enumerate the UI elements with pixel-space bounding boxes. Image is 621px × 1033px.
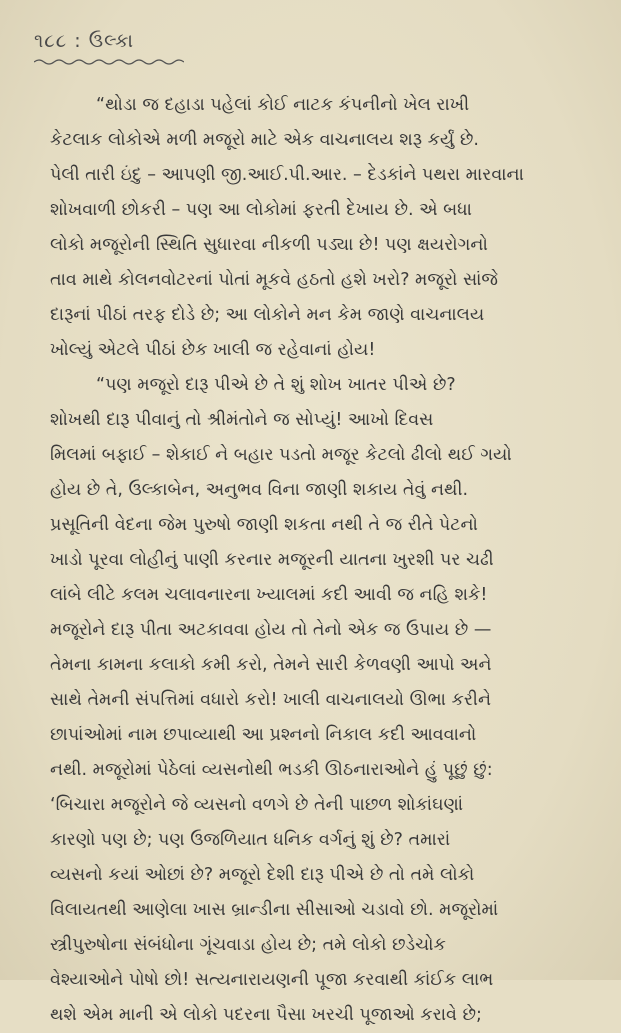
text-line: કારણો પણ છે; પણ ઉજળિયાત ધનિક વર્ગનું શું છે? તમારાં [50,830,451,850]
text-line: લાંબે લીટે કલમ ચલાવનારના ખ્યાલમાં કદી આવી જ નહિ શકે! [50,585,488,605]
header-wavy-rule [34,58,184,66]
text-line: છાપાંઓમાં નામ છપાવ્યાથી આ પ્રશ્નનો નિકાલ કદી આવવાનો [50,725,477,745]
text-line: પેલી તારી ઇંદુ – આપણી જી.આઈ.પી.આર. – દેડકાંને પથરા મારવાના [50,165,524,185]
text-line: નથી. મજૂરોમાં પેઠેલાં વ્યસનોથી ભડકી ઊઠનારાઓને હું પૂછું છું: [50,760,493,780]
header-separator: : [74,30,82,52]
text-line: તેમના કામના કલાકો કમી કરો, તેમને સારી કેળવણી આપો અને [50,655,492,675]
text-line: “પણ મજૂરો દારૂ પીએ છે તે શું શોખ ખાતર પીએ છે? [96,375,456,395]
text-line: મિલમાં બફાઈ – શેકાઈ ને બહાર પડતો મજૂર કેટલો ઢીલો થઈ ગયો [50,445,512,465]
body-text [50,88,580,1033]
text-line: વ્યસનો કયાં ઓછાં છે? મજૂરો દેશી દારૂ પીએ છે તો તમે લોકો [50,865,475,885]
text-line: સાથે તેમની સંપત્તિમાં વધારો કરો! ખાલી વાચનાલયો ઊભા કરીને [50,690,491,710]
text-line: ખાડો પૂરવા લોહીનું પાણી કરનાર મજૂરની યાતના ખુરશી પર ચઢી [50,550,494,570]
page-number: ૧૮૮ [34,30,68,52]
text-line: થશે એમ માની એ લોકો પદરના પૈસા ખરચી પૂજાઓ કરાવે છે; [50,1005,482,1025]
text-line: મજૂરોને દારૂ પીતા અટકાવવા હોય તો તેનો એક જ ઉપાય છે — [50,620,492,640]
text-line: લોકો મજૂરોની સ્થિતિ સુધારવા નીકળી પડ્યા છે! પણ ક્ષયરોગનો [50,235,488,255]
text-line: ખોલ્યું એટલે પીઠાં છેક ખાલી જ રહેવાનાં હોય! [50,340,376,360]
text-line: ‘બિચારા મજૂરોને જે વ્યસનો વળગે છે તેની પાછળ શોકાંઘણાં [50,795,464,815]
text-line: દારૂનાં પીઠાં તરફ દોડે છે; આ લોકોને મન કેમ જાણે વાચનાલય [50,305,485,325]
text-line: હોય છે તે, ઉલ્કાબેન, અનુભવ વિના જાણી શકાય તેવું નથી. [50,480,469,500]
paragraph-1 [50,88,580,368]
text-line: પ્રસૂતિની વેદના જેમ પુરુષો જાણી શકતા નથી તે જ રીતે પેટનો [50,515,478,535]
text-line: “થોડા જ દહાડા પહેલાં કોઈ નાટક કંપનીનો ખેલ રાખી [96,95,470,115]
text-line: કેટલાક લોકોએ મળી મજૂરો માટે એક વાચનાલય શરૂ કર્યું છે. [50,130,479,150]
text-line: તાવ માથે કોલનવોટરનાં પોતાં મૂકવે હઠતો હશે ખરો? મજૂરો સાંજે [50,270,498,290]
text-line: શોખથી દારૂ પીવાનું તો શ્રીમંતોને જ સોપ્યું! આખો દિવસ [50,410,434,430]
running-title: ઉલ્કા [88,30,135,52]
text-line: વિલાયતથી આણેલા ખાસ બ્રાન્ડીના સીસાઓ ચડાવો છો. મજૂરોમાં [50,900,499,920]
text-line: શોખવાળી છોકરી – પણ આ લોકોમાં ફરતી દેખાય છે. એ બધા [50,200,472,220]
paragraph-2 [50,368,580,1033]
text-line: સ્ત્રીપુરુષોના સંબંધોના ગૂંચવાડા હોય છે; તમે લોકો છડેચોક [50,935,446,955]
text-line: વેશ્યાઓને પોષો છો! સત્યનારાયણની પૂજા કરવાથી કાંઈક લાભ [50,970,494,990]
running-header [34,30,134,52]
